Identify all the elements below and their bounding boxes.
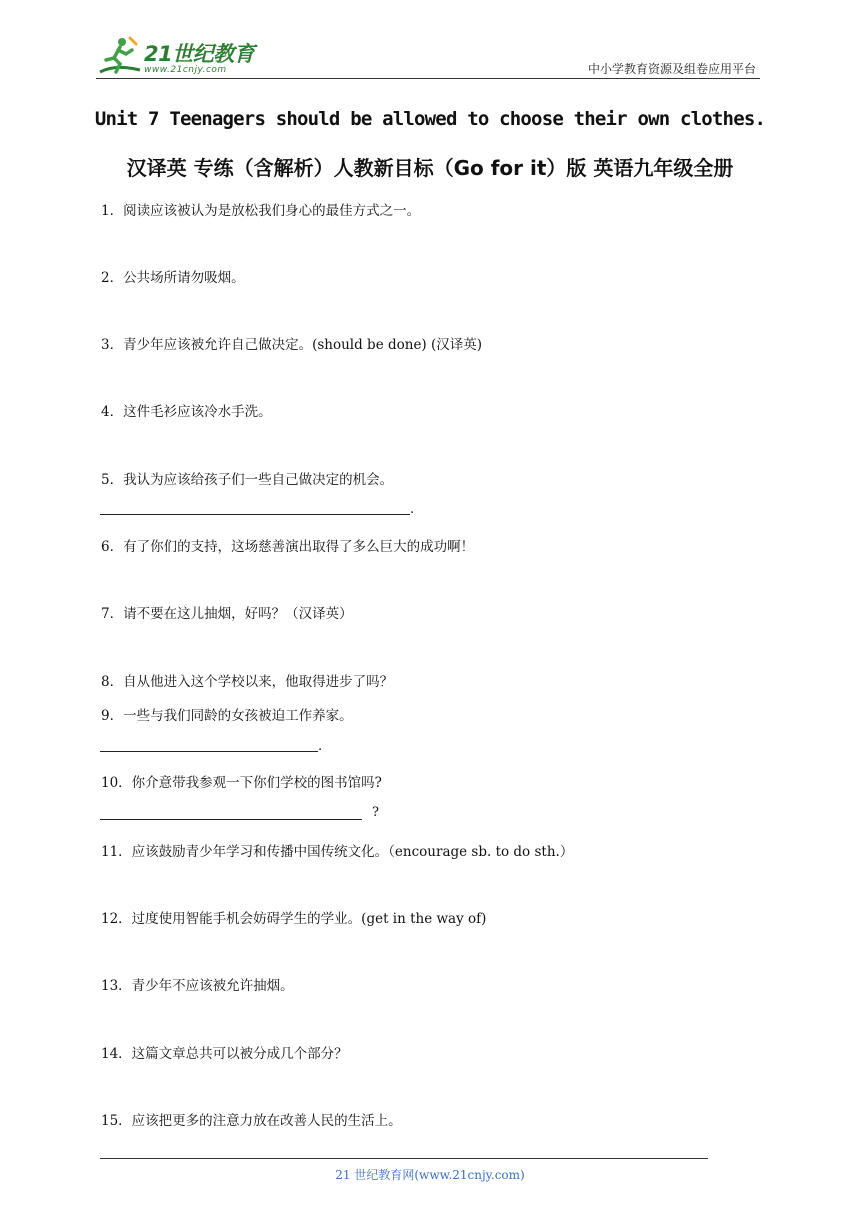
answer-blank-10-end: ?	[372, 805, 379, 820]
footer-link[interactable]: 21 世纪教育网(www.21cnjy.com)	[335, 1168, 525, 1182]
header-divider	[96, 78, 760, 79]
answer-blank-10[interactable]	[100, 819, 362, 820]
question-13: 13．青少年不应该被允许抽烟。	[101, 978, 294, 994]
title-subtitle: 汉译英 专练（含解析）人教新目标（Go for it）版 英语九年级全册	[126, 156, 734, 180]
platform-label: 中小学教育资源及组卷应用平台	[587, 62, 756, 76]
question-14: 14．这篇文章总共可以被分成几个部分？	[101, 1046, 348, 1062]
footer-divider	[100, 1158, 708, 1159]
page-header	[96, 30, 760, 80]
question-1: 1．阅读应该被认为是放松我们身心的最佳方式之一。	[101, 203, 421, 219]
question-9: 9．一些与我们同龄的女孩被迫工作养家。	[101, 708, 353, 724]
answer-blank-9[interactable]	[100, 751, 318, 752]
logo	[96, 34, 266, 78]
question-4: 4．这件毛衫应该冷水手洗。	[101, 404, 272, 420]
logo-text: 21世纪教育	[144, 42, 255, 66]
question-12: 12．过度使用智能手机会妨碍学生的学业。(get in the way of)	[101, 911, 487, 927]
question-8: 8．自从他进入这个学校以来，他取得进步了吗？	[101, 674, 394, 690]
answer-blank-5[interactable]	[100, 514, 410, 515]
logo-url: www.21cnjy.com	[144, 65, 227, 75]
title-unit: Unit 7 Teenagers should be allowed to choose their own clothes.	[94, 108, 766, 130]
question-6: 6．有了你们的支持，这场慈善演出取得了多么巨大的成功啊！	[101, 539, 475, 555]
answer-blank-9-end: .	[318, 739, 323, 754]
question-3: 3．青少年应该被允许自己做决定。(should be done) (汉译英)	[101, 337, 483, 353]
question-11: 11．应该鼓励青少年学习和传播中国传统文化。（encourage sb. to do sth.）	[101, 844, 574, 860]
question-10: 10．你介意带我参观一下你们学校的图书馆吗?	[101, 775, 382, 791]
question-2: 2．公共场所请勿吸烟。	[101, 270, 245, 286]
question-5: 5．我认为应该给孩子们一些自己做决定的机会。	[101, 472, 394, 488]
question-15: 15．应该把更多的注意力放在改善人民的生活上。	[101, 1113, 402, 1129]
runner-logo-icon	[96, 34, 142, 78]
question-7: 7．请不要在这儿抽烟，好吗？（汉译英）	[101, 606, 353, 622]
answer-blank-5-end: .	[410, 502, 415, 517]
